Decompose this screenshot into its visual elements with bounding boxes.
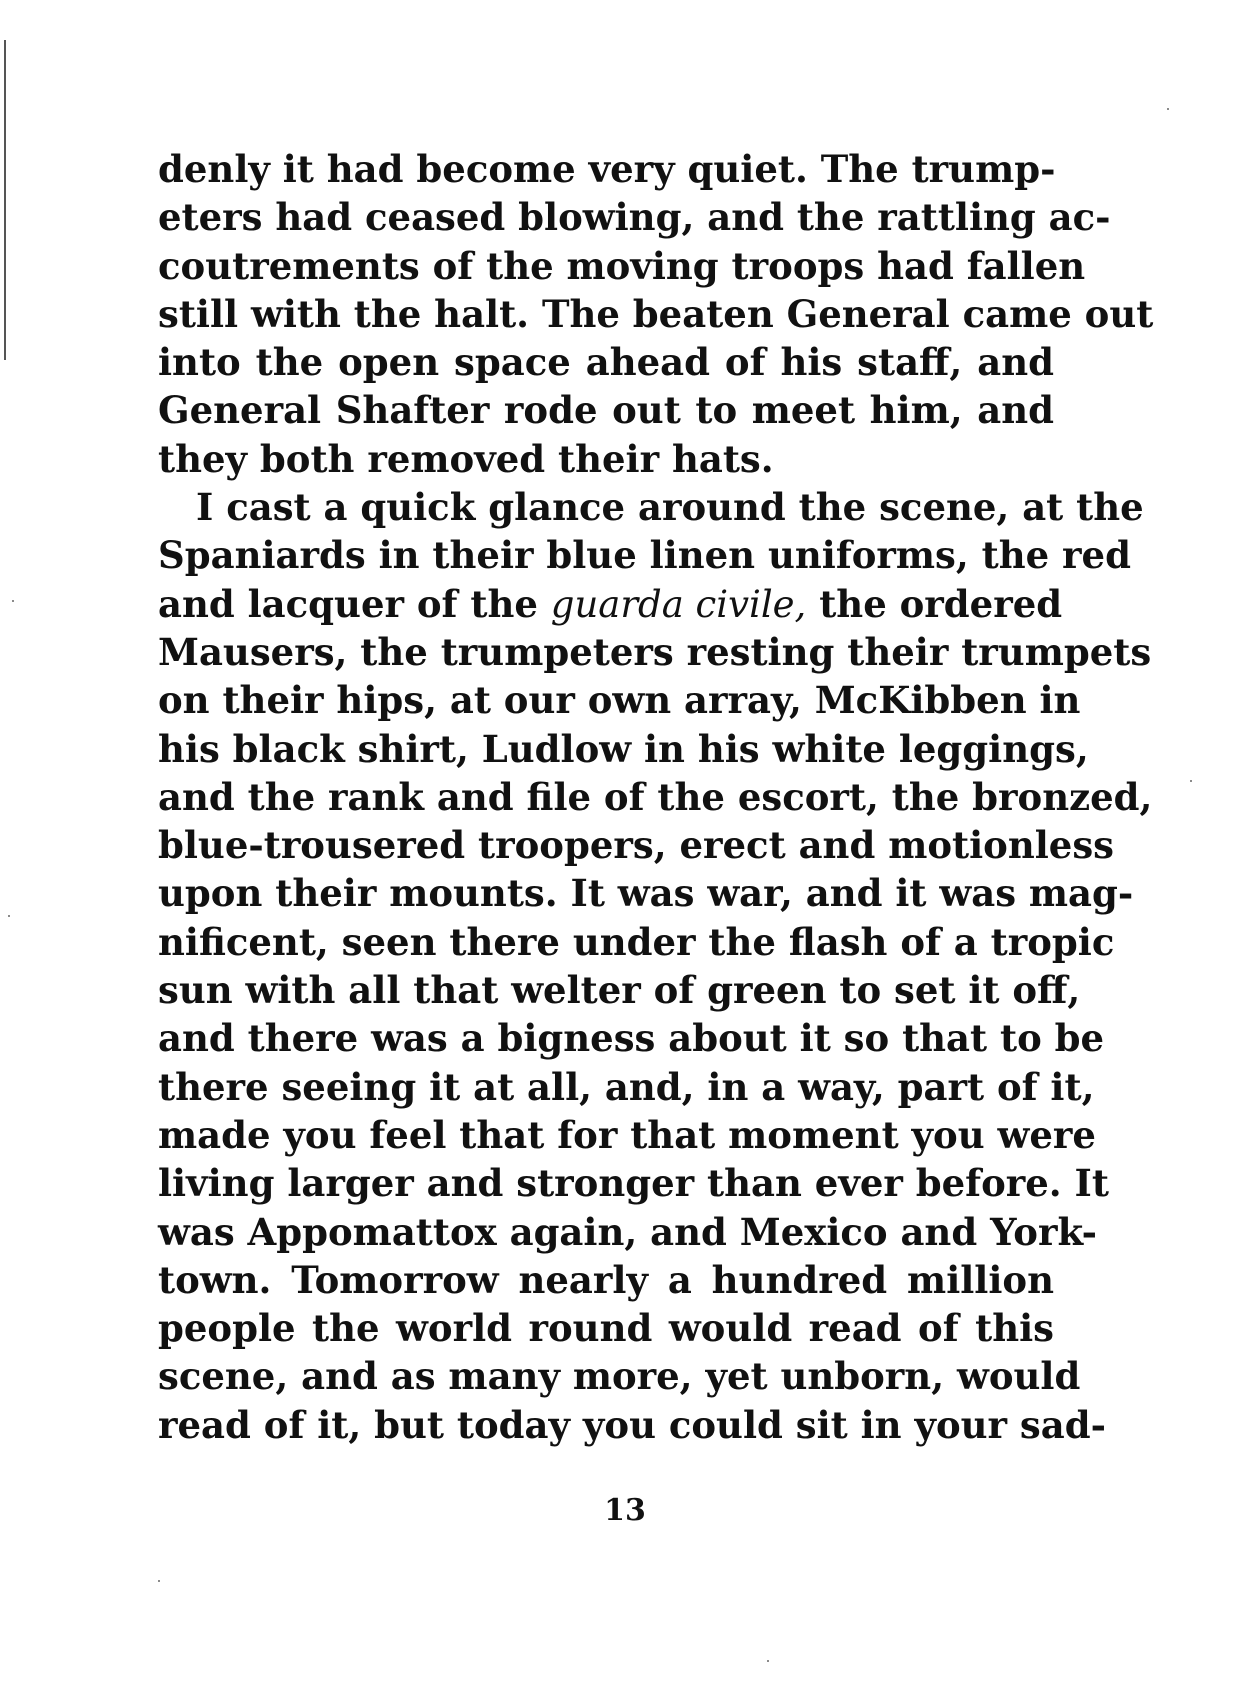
scan-speck bbox=[8, 915, 10, 917]
scan-speck bbox=[158, 1580, 160, 1582]
text-line: I cast a quick glance around the scene, at the bbox=[196, 485, 1144, 530]
text-line: read of it, but today you could sit in your sad- bbox=[158, 1402, 1106, 1447]
text-line-italic-phrase bbox=[158, 580, 1063, 628]
text-line: General Shafter rode out to meet him, and bbox=[158, 388, 1054, 433]
text-line: made you feel that for that moment you were bbox=[158, 1112, 1096, 1157]
text-line: his black shirt, Ludlow in his white leggings, bbox=[158, 726, 1089, 771]
text-line: nificent, seen there under the flash of a tropic bbox=[158, 919, 1115, 964]
text-line: into the open space ahead of his staff, and bbox=[158, 340, 1054, 385]
scan-speck bbox=[12, 600, 14, 602]
text-line: coutrements of the moving troops had fallen bbox=[158, 243, 1086, 288]
text-line: people the world round would read of this bbox=[158, 1306, 1054, 1351]
text-line: they both removed their hats. bbox=[158, 436, 774, 481]
text-line: living larger and stronger than ever before. It bbox=[158, 1161, 1109, 1206]
scan-speck bbox=[767, 1660, 769, 1662]
text-line: sun with all that welter of green to set it off, bbox=[158, 968, 1081, 1013]
binding-edge bbox=[4, 40, 6, 360]
text-line: and the rank and file of the escort, the bronzed, bbox=[158, 774, 1153, 819]
text-fragment: and lacquer of the bbox=[158, 581, 551, 626]
text-line: upon their mounts. It was war, and it was mag- bbox=[158, 871, 1134, 916]
text-line: town. Tomorrow nearly a hundred million bbox=[158, 1257, 1054, 1302]
text-line: blue-trousered troopers, erect and motionless bbox=[158, 823, 1115, 868]
text-line: and there was a bigness about it so that to be bbox=[158, 1016, 1105, 1061]
text-line: Spaniards in their blue linen uniforms, the red bbox=[158, 533, 1131, 578]
text-line: still with the halt. The beaten General came out bbox=[158, 291, 1154, 336]
text-line: there seeing it at all, and, in a way, part of it, bbox=[158, 1064, 1095, 1109]
text-line: Mausers, the trumpeters resting their trumpets bbox=[158, 629, 1152, 674]
page-number: 13 bbox=[604, 1493, 646, 1528]
text-fragment: the ordered bbox=[806, 581, 1063, 626]
italic-phrase: guarda civile, bbox=[550, 582, 807, 626]
body-text bbox=[158, 145, 1154, 1449]
text-line: denly it had become very quiet. The trump- bbox=[158, 147, 1056, 191]
text-line: eters had ceased blowing, and the rattling ac- bbox=[158, 195, 1111, 240]
scan-speck bbox=[1190, 780, 1192, 782]
text-line: on their hips, at our own array, McKibben in bbox=[158, 678, 1081, 723]
text-line: scene, and as many more, yet unborn, would bbox=[158, 1354, 1081, 1399]
text-line: was Appomattox again, and Mexico and York- bbox=[158, 1209, 1097, 1254]
scan-speck bbox=[1167, 108, 1169, 110]
